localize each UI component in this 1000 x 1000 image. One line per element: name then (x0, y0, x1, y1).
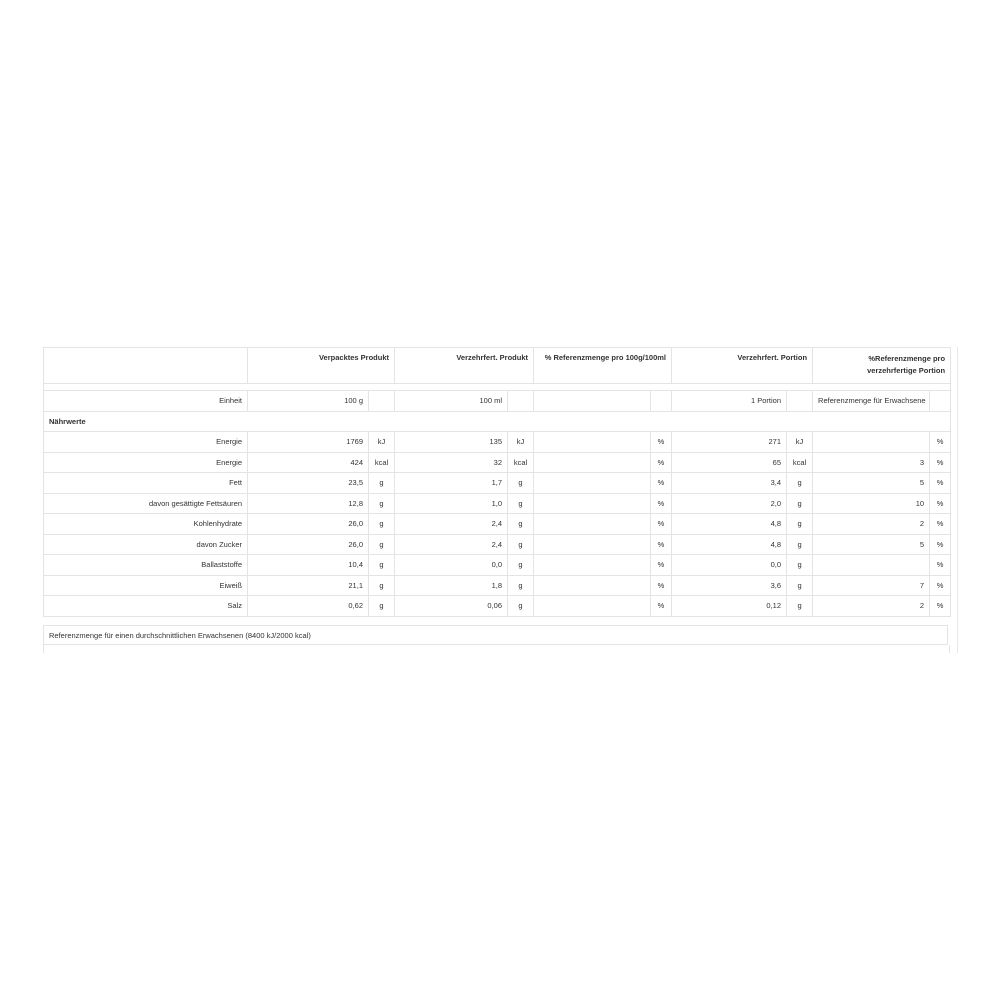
nutrition-table (43, 347, 951, 617)
header-ready-product: Verzehrfert. Produkt (395, 348, 534, 384)
header-reference-percent-100g: % Referenzmenge pro 100g/100ml (534, 348, 672, 384)
nutrient-row (44, 596, 951, 617)
unit-ready-value: 100 ml (395, 391, 508, 412)
packaged-unit: g (369, 473, 395, 494)
portion-unit: g (787, 555, 813, 576)
nutrient-label: davon Zucker (44, 534, 248, 555)
refportion-value: 5 (813, 473, 930, 494)
nutrient-row (44, 514, 951, 535)
ref100-unit: % (651, 493, 672, 514)
packaged-value: 10,4 (248, 555, 369, 576)
ref100-unit: % (651, 555, 672, 576)
nutrition-table-container (43, 347, 950, 617)
packaged-unit: kcal (369, 452, 395, 473)
portion-unit: g (787, 575, 813, 596)
nutrient-label: Salz (44, 596, 248, 617)
packaged-value: 26,0 (248, 534, 369, 555)
ready-value: 2,4 (395, 534, 508, 555)
packaged-value: 12,8 (248, 493, 369, 514)
ref100-unit: % (651, 432, 672, 453)
header-ready-portion: Verzehrfert. Portion (672, 348, 813, 384)
packaged-unit: g (369, 493, 395, 514)
packaged-value: 0,62 (248, 596, 369, 617)
refportion-unit: % (930, 493, 951, 514)
portion-unit: g (787, 473, 813, 494)
refportion-unit: % (930, 452, 951, 473)
ref100-value (534, 473, 651, 494)
portion-unit: g (787, 493, 813, 514)
footnote: Referenzmenge für einen durchschnittlichen Erwachsenen (8400 kJ/2000 kcal) (43, 625, 948, 645)
refportion-value: 2 (813, 596, 930, 617)
refportion-value (813, 555, 930, 576)
ref100-value (534, 452, 651, 473)
portion-value: 65 (672, 452, 787, 473)
ready-unit: g (508, 473, 534, 494)
packaged-value: 424 (248, 452, 369, 473)
unit-ref100-unit-blank (651, 391, 672, 412)
ref100-value (534, 596, 651, 617)
ready-value: 1,8 (395, 575, 508, 596)
spacer-cell (44, 384, 951, 391)
nutrient-label: Fett (44, 473, 248, 494)
ref100-value (534, 555, 651, 576)
nutrient-label: Eiweiß (44, 575, 248, 596)
nutrient-row (44, 432, 951, 453)
portion-unit: g (787, 534, 813, 555)
ready-value: 0,0 (395, 555, 508, 576)
refportion-value (813, 432, 930, 453)
ready-unit: g (508, 555, 534, 576)
packaged-value: 26,0 (248, 514, 369, 535)
refportion-value: 3 (813, 452, 930, 473)
packaged-unit: g (369, 596, 395, 617)
ready-unit: g (508, 575, 534, 596)
ref100-value (534, 432, 651, 453)
unit-portion-blank (787, 391, 813, 412)
ref100-value (534, 575, 651, 596)
refportion-value: 10 (813, 493, 930, 514)
ready-value: 1,7 (395, 473, 508, 494)
nutrient-row (44, 452, 951, 473)
ready-value: 1,0 (395, 493, 508, 514)
portion-value: 4,8 (672, 514, 787, 535)
portion-unit: g (787, 514, 813, 535)
footnote-bottom-space (43, 645, 950, 653)
ref100-unit: % (651, 452, 672, 473)
ready-value: 0,06 (395, 596, 508, 617)
ready-unit: kcal (508, 452, 534, 473)
ref100-value (534, 493, 651, 514)
portion-unit: g (787, 596, 813, 617)
portion-value: 2,0 (672, 493, 787, 514)
portion-unit: kJ (787, 432, 813, 453)
ready-unit: g (508, 534, 534, 555)
unit-packaged-blank (369, 391, 395, 412)
nutrient-label: davon gesättigte Fettsäuren (44, 493, 248, 514)
packaged-value: 23,5 (248, 473, 369, 494)
portion-value: 0,12 (672, 596, 787, 617)
unit-row (44, 391, 951, 412)
refportion-unit: % (930, 473, 951, 494)
refportion-unit: % (930, 575, 951, 596)
refportion-unit: % (930, 596, 951, 617)
refportion-unit: % (930, 534, 951, 555)
section-heading: Nährwerte (44, 411, 951, 432)
ref100-value (534, 534, 651, 555)
packaged-unit: g (369, 575, 395, 596)
ready-value: 32 (395, 452, 508, 473)
nutrient-label: Kohlenhydrate (44, 514, 248, 535)
nutrient-label: Ballaststoffe (44, 555, 248, 576)
ready-unit: g (508, 493, 534, 514)
ref100-unit: % (651, 596, 672, 617)
ref100-unit: % (651, 514, 672, 535)
packaged-unit: g (369, 555, 395, 576)
nutrient-row (44, 493, 951, 514)
nutrient-label: Energie (44, 432, 248, 453)
unit-portion-value: 1 Portion (672, 391, 787, 412)
right-border-line (957, 347, 958, 653)
ready-unit: kJ (508, 432, 534, 453)
header-row (44, 348, 951, 384)
unit-refportion-blank (930, 391, 951, 412)
refportion-value: 2 (813, 514, 930, 535)
section-row (44, 411, 951, 432)
portion-value: 3,6 (672, 575, 787, 596)
refportion-unit: % (930, 432, 951, 453)
nutrient-row (44, 473, 951, 494)
ready-value: 135 (395, 432, 508, 453)
portion-value: 3,4 (672, 473, 787, 494)
unit-packaged-value: 100 g (248, 391, 369, 412)
unit-row-label: Einheit (44, 391, 248, 412)
ref100-unit: % (651, 575, 672, 596)
packaged-value: 21,1 (248, 575, 369, 596)
refportion-unit: % (930, 514, 951, 535)
ready-unit: g (508, 596, 534, 617)
unit-refportion-value: Referenzmenge für Erwachsene (813, 391, 930, 412)
portion-unit: kcal (787, 452, 813, 473)
ready-unit: g (508, 514, 534, 535)
header-packaged-product: Verpacktes Produkt (248, 348, 395, 384)
packaged-unit: g (369, 534, 395, 555)
portion-value: 271 (672, 432, 787, 453)
header-empty-cell (44, 348, 248, 384)
packaged-unit: g (369, 514, 395, 535)
spacer-row (44, 384, 951, 391)
nutrient-label: Energie (44, 452, 248, 473)
ref100-unit: % (651, 534, 672, 555)
ref100-value (534, 514, 651, 535)
header-reference-percent-portion: %Referenzmenge pro verzehrfertige Portion (813, 348, 951, 384)
unit-ready-blank (508, 391, 534, 412)
refportion-value: 7 (813, 575, 930, 596)
refportion-value: 5 (813, 534, 930, 555)
portion-value: 0,0 (672, 555, 787, 576)
nutrient-row (44, 575, 951, 596)
ref100-unit: % (651, 473, 672, 494)
nutrient-row (44, 555, 951, 576)
unit-ref100-blank (534, 391, 651, 412)
portion-value: 4,8 (672, 534, 787, 555)
nutrition-table-body (44, 348, 951, 617)
packaged-value: 1769 (248, 432, 369, 453)
ready-value: 2,4 (395, 514, 508, 535)
packaged-unit: kJ (369, 432, 395, 453)
refportion-unit: % (930, 555, 951, 576)
nutrient-row (44, 534, 951, 555)
